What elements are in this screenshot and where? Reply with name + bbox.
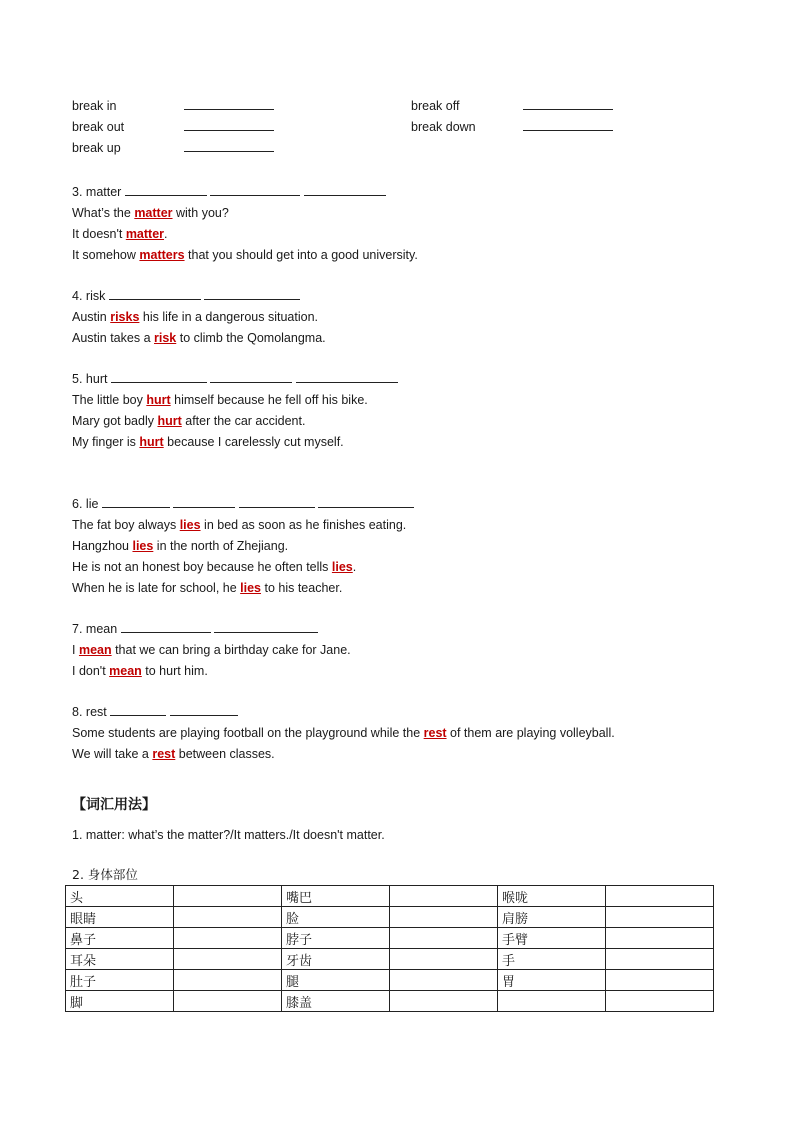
answer-blank[interactable] [111,369,207,383]
section-word: mean [85,622,118,636]
answer-blank[interactable] [210,369,292,383]
section-title [72,702,722,723]
sentence-text: It somehow [72,248,140,262]
sentence-text: Austin takes a [72,331,154,345]
sentence-text: to his teacher. [261,581,343,595]
phrase-item [72,117,274,137]
sentence-text: in bed as soon as he finishes eating. [200,518,407,532]
sentence-text: between classes. [175,747,275,761]
answer-blank[interactable] [296,369,398,383]
table-cell: 腿 [281,970,389,991]
example-sentence [72,578,722,599]
answer-cell[interactable] [606,949,714,970]
table-row [66,949,714,970]
phrase-item [411,117,613,137]
table-row [66,907,714,928]
sentence-text: Some students are playing football on the playground while the [72,726,424,740]
keyword: matters [139,248,185,262]
answer-blank[interactable] [304,182,386,196]
section-word: matter [85,185,122,199]
keyword: hurt [146,393,171,407]
sentence-text: The fat boy always [72,518,180,532]
sentence-text: to hurt him. [141,664,208,678]
phrase-label: break in [72,99,117,113]
answer-cell[interactable] [174,949,282,970]
answer-blank[interactable] [121,619,211,633]
keyword: mean [109,664,142,678]
answer-cell[interactable] [174,886,282,907]
sentence-text: that you should get into a good university. [184,248,418,262]
table-cell: 肚子 [66,970,174,991]
section-number: 3. [72,185,83,199]
section-number: 7. [72,622,83,636]
sentence-text: What’s the [72,206,135,220]
keyword: hurt [157,414,182,428]
answer-cell[interactable] [390,928,498,949]
sentence-text: because I carelessly cut myself. [163,435,344,449]
sentence-text: with you? [172,206,229,220]
sentence-text: . [352,560,357,574]
answer-cell[interactable] [390,907,498,928]
answer-blank[interactable] [523,117,613,131]
answer-blank[interactable] [109,286,201,300]
table-cell: 耳朵 [66,949,174,970]
section-word: risk [85,289,106,303]
example-sentence [72,411,722,432]
sentence-text: in the north of Zhejiang. [153,539,289,553]
sentence-text: . [164,227,168,241]
answer-cell[interactable] [174,970,282,991]
answer-cell[interactable] [606,907,714,928]
keyword: mean [78,643,112,657]
table-cell: 手 [497,949,605,970]
table-row [66,991,714,1012]
sentence-text: after the car accident. [181,414,306,428]
phrase-label: break up [72,141,121,155]
answer-blank[interactable] [184,96,274,110]
table-cell: 眼睛 [66,907,174,928]
keyword: risks [110,310,140,324]
sentence-text: I don't [72,664,110,678]
keyword: hurt [139,435,164,449]
section-title [72,494,722,515]
section-word: hurt [85,372,108,386]
sentence-text: My finger is [72,435,140,449]
usage-item-matter: 1. matter: what’s the matter?/It matters./It doesn't matter. [72,828,385,842]
example-sentence [72,328,722,349]
keyword: lies [331,560,353,574]
usage-item-body-parts: 2. 身体部位 [72,867,138,882]
section-matter [72,182,722,266]
section-number: 6. [72,497,83,511]
answer-blank[interactable] [184,138,274,152]
example-sentence [72,390,722,411]
sentence-text: We will take a [72,747,153,761]
sentence-text: himself because he fell off his bike. [170,393,368,407]
section-lie [72,494,722,599]
example-sentence [72,536,722,557]
sentence-text: Hangzhou [72,539,133,553]
phrasal-verbs-grid [72,96,722,162]
section-number: 8. [72,705,83,719]
example-sentence [72,661,722,682]
body-parts-table [65,885,714,1012]
table-cell: 脖子 [281,928,389,949]
example-sentence [72,723,722,744]
answer-cell[interactable] [606,928,714,949]
table-cell: 喉咙 [497,886,605,907]
section-title [72,369,722,390]
answer-cell[interactable] [390,949,498,970]
phrase-label: break out [72,120,125,134]
sentence-text: I [72,643,79,657]
sentence-text: When he is late for school, he [72,581,241,595]
example-sentence [72,557,722,578]
section-title [72,182,722,203]
answer-cell[interactable] [174,928,282,949]
answer-blank[interactable] [102,494,170,508]
answer-blank[interactable] [170,702,238,716]
section-risk [72,286,722,349]
keyword: risk [154,331,177,345]
table-row [66,928,714,949]
answer-blank[interactable] [204,286,300,300]
phrase-item [72,138,274,158]
answer-cell[interactable] [174,991,282,1012]
phrase-label: break off [411,99,460,113]
keyword: rest [423,726,447,740]
phrase-item [411,96,613,116]
answer-blank[interactable] [318,494,414,508]
example-sentence [72,744,722,765]
section-word: rest [85,705,107,719]
vocab-heading: 【词汇用法】 [72,797,156,813]
sentence-text: to climb the Qomolangma. [176,331,326,345]
answer-blank[interactable] [110,702,166,716]
answer-cell[interactable] [390,991,498,1012]
sentence-text: The little boy [72,393,147,407]
table-cell: 手臂 [497,928,605,949]
answer-blank[interactable] [125,182,207,196]
answer-blank[interactable] [173,494,235,508]
table-cell: 鼻子 [66,928,174,949]
answer-cell[interactable] [390,886,498,907]
table-cell: 胃 [497,970,605,991]
keyword: lies [132,539,154,553]
sentence-text: Mary got badly [72,414,158,428]
table-cell: 脚 [66,991,174,1012]
section-title [72,619,722,640]
phrase-item [72,96,274,116]
sentence-text: that we can bring a birthday cake for Jane. [111,643,351,657]
table-cell: 脸 [281,907,389,928]
section-word: lie [85,497,99,511]
answer-blank[interactable] [523,96,613,110]
section-number: 5. [72,372,83,386]
section-rest [72,702,722,765]
sentence-text: He is not an honest boy because he often tells [72,560,332,574]
answer-blank[interactable] [239,494,315,508]
sentence-text: his life in a dangerous situation. [139,310,319,324]
answer-blank[interactable] [214,619,318,633]
keyword: matter [125,227,165,241]
table-cell: 肩膀 [497,907,605,928]
answer-blank[interactable] [184,117,274,131]
answer-cell[interactable] [606,886,714,907]
phrase-label: break down [411,120,476,134]
keyword: lies [240,581,262,595]
section-hurt [72,369,722,453]
example-sentence [72,224,722,245]
keyword: rest [152,747,176,761]
example-sentence [72,432,722,453]
table-cell: 嘴巴 [281,886,389,907]
answer-blank[interactable] [210,182,300,196]
sentence-text: Austin [72,310,111,324]
table-row [66,970,714,991]
answer-cell[interactable] [174,907,282,928]
table-row [66,886,714,907]
section-title [72,286,722,307]
answer-cell[interactable] [390,970,498,991]
example-sentence [72,515,722,536]
table-cell: 头 [66,886,174,907]
answer-cell[interactable] [606,991,714,1012]
sentence-text: of them are playing volleyball. [446,726,615,740]
worksheet-page [72,96,722,1012]
answer-cell[interactable] [606,970,714,991]
table-cell: 牙齿 [281,949,389,970]
sentence-text: It doesn't [72,227,126,241]
keyword: matter [134,206,173,220]
keyword: lies [179,518,201,532]
section-number: 4. [72,289,83,303]
example-sentence [72,307,722,328]
example-sentence [72,245,722,266]
example-sentence [72,640,722,661]
section-mean [72,619,722,682]
example-sentence [72,203,722,224]
table-cell: 膝盖 [281,991,389,1012]
table-cell [497,991,605,1012]
